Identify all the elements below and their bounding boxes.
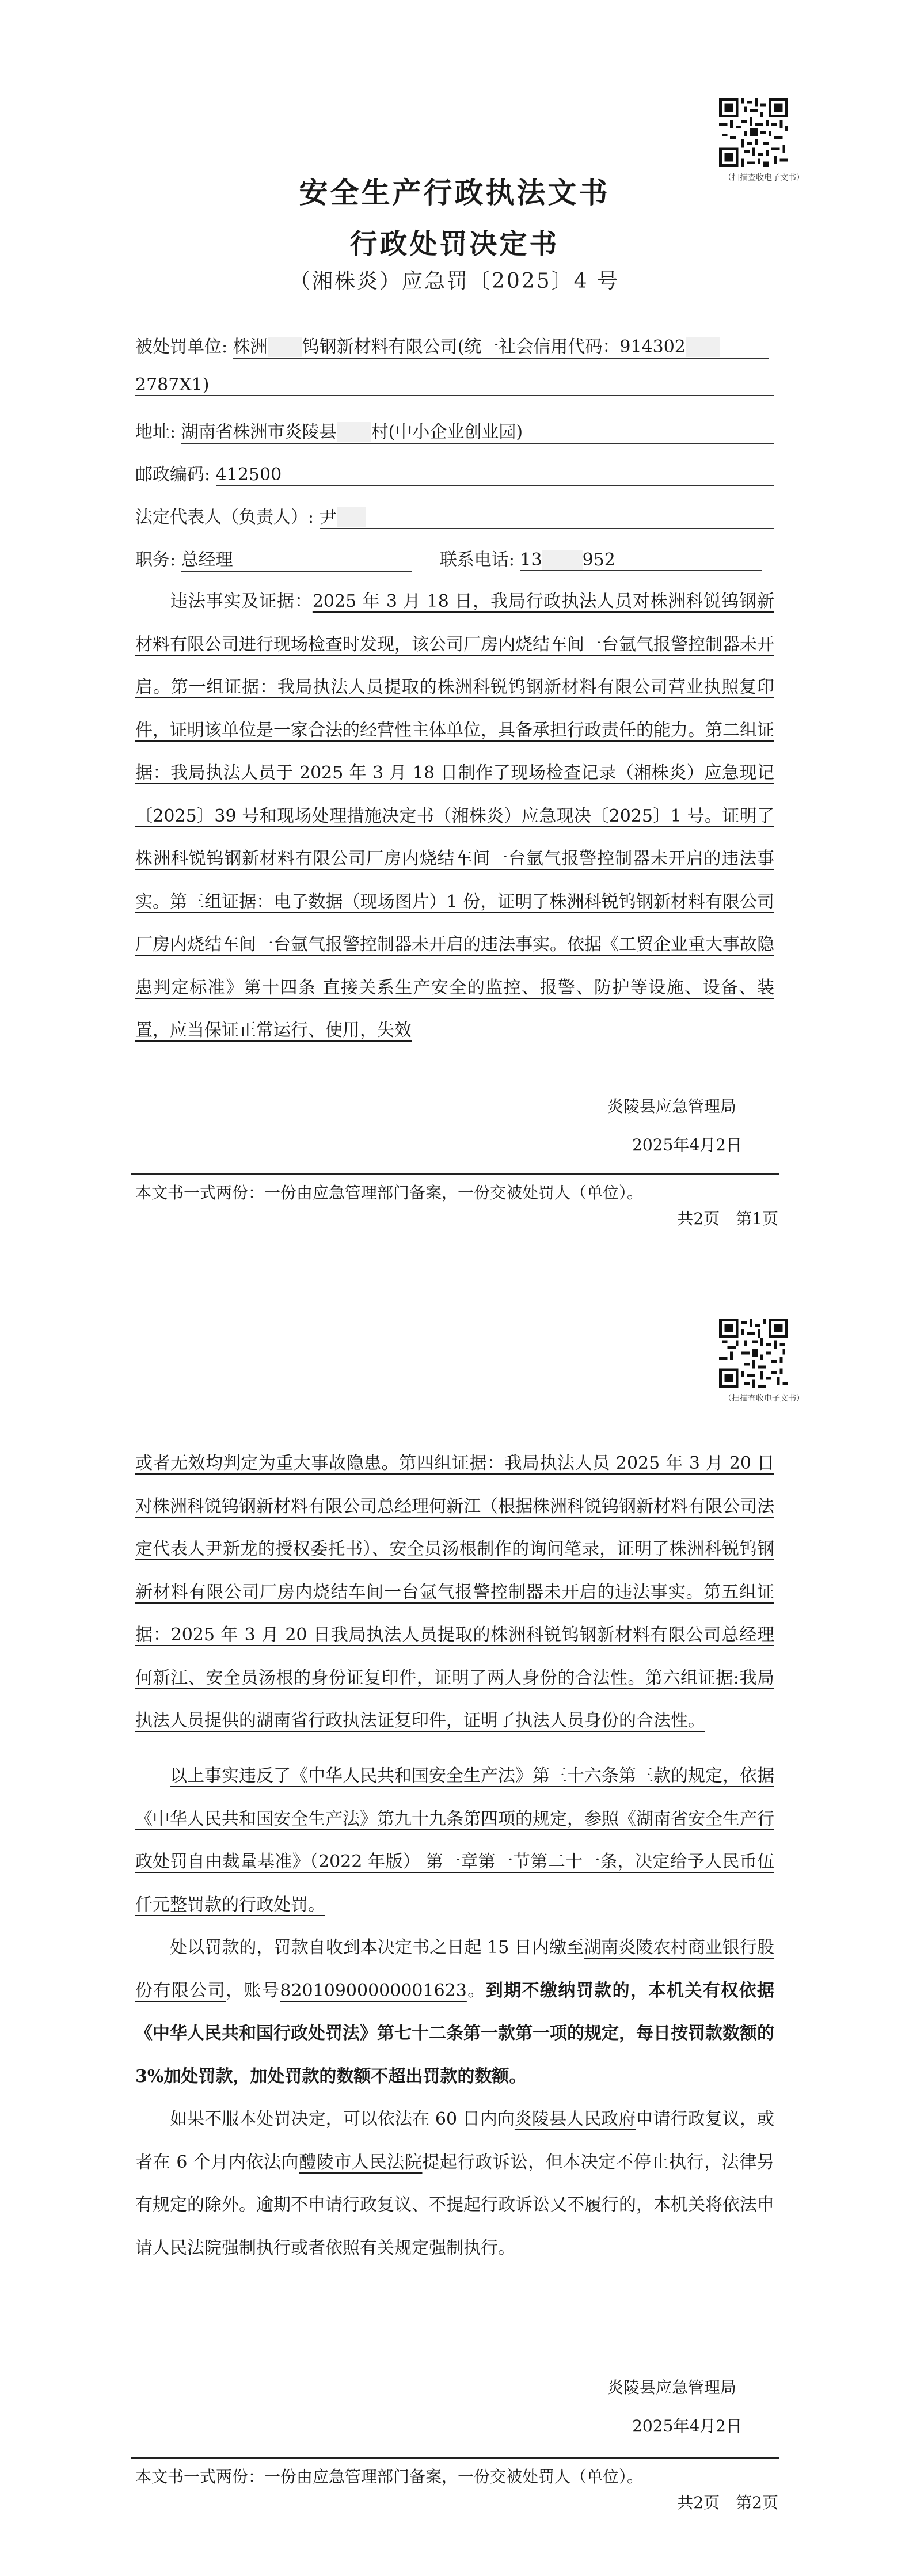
facts-lead: 违法事实及证据：: [170, 591, 313, 611]
phone-label: 联系电话:: [439, 550, 515, 570]
position-phone-row: [135, 545, 762, 572]
legal-rep-value-text: 尹: [319, 507, 337, 527]
late-penalty-text: 到期不缴纳罚款的，本机关有权依据《中华人民共和国行政处罚法》第七十二条第一款第一项的规定，每日按罚款数额的 3%加处罚款，加处罚款的数额不超出罚款的数额。: [135, 1980, 775, 2087]
document-title-main: 安全生产行政执法文书: [299, 176, 610, 210]
qr-caption: （扫描查收电子文书）: [724, 1394, 804, 1403]
address-value-part-a: 湖南省株洲市炎陵县: [181, 422, 337, 442]
appeal-paragraph: [135, 2098, 774, 2270]
appeal-court: 醴陵市人民法院: [299, 2152, 423, 2172]
qr-caption: （扫描查收电子文书）: [724, 173, 804, 183]
punished-unit-row-cont: [135, 375, 774, 396]
address-row: [135, 417, 774, 444]
phone-value-part-a: 13: [520, 550, 542, 570]
legal-rep-value: [320, 503, 774, 529]
punished-unit-value-part-b: 钨钢新材料有限公司(统一社会信用代码：914302: [302, 337, 686, 357]
signature-org: 炎陵县应急管理局: [607, 2378, 736, 2397]
position-value: 总经理: [181, 545, 412, 572]
footer-note: 本文书一式两份：一份由应急管理部门备案，一份交被处罚人（单位）。: [135, 1183, 644, 1202]
payment-text-a: 处以罚款的，罚款自收到本决定书之日起 15 日内缴至: [170, 1937, 584, 1958]
violation-basis-paragraph: [135, 1755, 774, 1927]
page-number: 共2页 第1页: [677, 1209, 778, 1228]
address-value: [181, 417, 774, 444]
punished-unit-row: [135, 332, 769, 359]
signature-org: 炎陵县应急管理局: [607, 1097, 736, 1116]
payment-account: 82010900000001623: [280, 1980, 467, 2001]
facts-text: 2025 年 3 月 18 日，我局行政执法人员对株洲科锐钨钢新材料有限公司进行现场检查时发现，该公司厂房内烧结车间一台氩气报警控制器未开启。第一组证据：我局执法人员提取的株洲科锐钨钢新材料有限公司营业执照复印件，证明该单位是一家合法的经营性主体单位，具备承担行政责任的能力。第二组证据：我局执法人员于 2025 年 3 月 18 日制作了现场检查记录（湘株炎）应急现记〔2025〕39 号和现场处理措施决定书（湘株炎）应急现决〔2025〕1 号。证明了株洲科锐钨钢新材料有限公司厂房内烧结车间一台氩气报警控制器未开启的违法事实。第三组证据：电子数据（现场图片）1 份，证明了株洲科锐钨钢新材料有限公司厂房内烧结车间一台氩气报警控制器未开启的违法事实。依据《工贸企业重大事故隐患判定标准》第十四条 直接关系生产安全的监控、报警、防护等设施、设备、装置，应当保证正常运行、使用，失效: [135, 591, 774, 1040]
violation-facts-continued: [135, 1442, 774, 1743]
address-value-part-b: 村(中小企业创业园): [371, 422, 523, 442]
footer-divider: [131, 2457, 779, 2459]
postcode-label: 邮政编码:: [135, 465, 211, 485]
violation-facts-paragraph: [135, 580, 774, 1053]
payment-bank: 湖南炎陵农村商业银行股份有限公司: [135, 1937, 775, 2001]
page-number: 共2页 第2页: [677, 2493, 778, 2512]
document-page-2: [0, 1290, 909, 2576]
address-label: 地址:: [135, 422, 176, 442]
postcode-row: [135, 460, 774, 486]
punished-unit-value-cont: 2787X1): [135, 375, 774, 396]
payment-paragraph: [135, 1927, 774, 2098]
appeal-text-c: 提起行政诉讼，但本决定不停止执行，法律另有规定的除外。逾期不申请行政复议、不提起行政诉讼又不履行的，本机关将依法申请人民法院强制执行或者依照有关规定强制执行。: [135, 2152, 775, 2258]
payment-text-c: 。: [466, 1980, 486, 2001]
facts-cont-text: 或者无效均判定为重大事故隐患。第四组证据：我局执法人员 2025 年 3 月 20 日对株洲科锐钨钢新材料有限公司总经理何新江（根据株洲科锐钨钢新材料有限公司法定代表人尹新龙的授权委托书）、安全员汤根制作的询问笔录，证明了株洲科锐钨钢新材料有限公司厂房内烧结车间一台氩气报警控制器未开启的违法事实。第五组证据：2025 年 3 月 20 日我局执法人员提取的株洲科锐钨钢新材料有限公司总经理何新江、安全员汤根的身份证复印件，证明了两人身份的合法性。第六组证据:我局执法人员提供的湖南省行政执法证复印件，证明了执法人员身份的合法性。: [135, 1453, 774, 1731]
appeal-government: 炎陵县人民政府: [514, 2109, 636, 2129]
signature-date: 2025年4月2日: [632, 2417, 742, 2436]
phone-value: [520, 550, 762, 571]
phone-value-part-b: 952: [582, 550, 615, 570]
punished-unit-label: 被处罚单位:: [135, 337, 228, 357]
footer-note: 本文书一式两份：一份由应急管理部门备案，一份交被处罚人（单位）。: [135, 2467, 644, 2486]
appeal-text-a: 如果不服本处罚决定，可以依法在 60 日内向: [170, 2109, 515, 2129]
document-number: （湘株炎）应急罚〔2025〕4 号: [290, 269, 619, 293]
qr-code-icon[interactable]: [719, 1319, 788, 1388]
appeal-text-b: 申请行政复议，或者在 6 个月内依法向: [135, 2109, 775, 2172]
punished-unit-value: [233, 332, 769, 359]
signature-date: 2025年4月2日: [632, 1135, 742, 1154]
legal-rep-label: 法定代表人（负责人）:: [135, 507, 314, 527]
violation-basis-text: 以上事实违反了《中华人民共和国安全生产法》第三十六条第三款的规定，依据《中华人民共和国安全生产法》第九十九条第四项的规定，参照《湖南省安全生产行政处罚自由裁量基准》（2022 年版） 第一章第一节第二十一条，决定给予人民币伍仟元整罚款的行政处罚。: [135, 1766, 774, 1915]
document-page-1: [0, 0, 909, 1284]
footer-divider: [131, 1173, 779, 1175]
document-title-sub: 行政处罚决定书: [349, 228, 560, 260]
position-label: 职务:: [135, 550, 176, 570]
payment-text-b: ，账号: [226, 1980, 280, 2001]
legal-rep-row: [135, 503, 774, 529]
postcode-value: 412500: [216, 465, 774, 486]
qr-code-icon[interactable]: [719, 98, 788, 167]
punished-unit-value-part-a: 株洲: [233, 337, 268, 357]
